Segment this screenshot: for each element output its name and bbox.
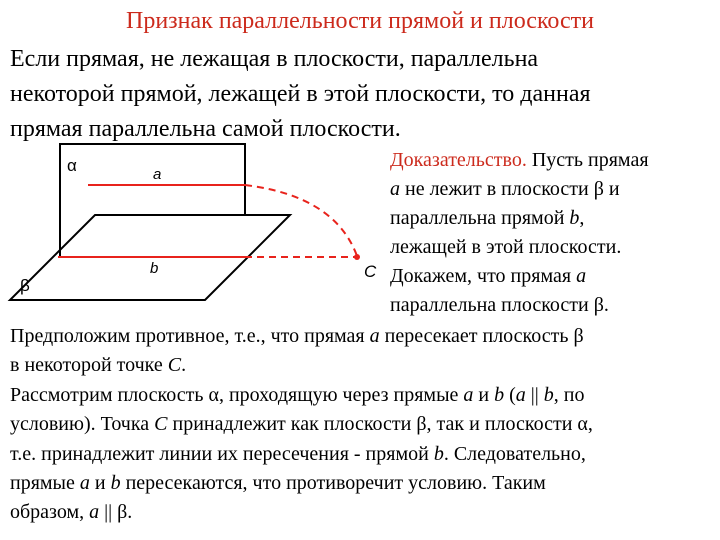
var-b: b bbox=[543, 383, 554, 406]
var-b: b bbox=[569, 207, 580, 229]
proof-line-4: лежащей в этой плоскости. bbox=[390, 236, 622, 258]
body-line-1 bbox=[10, 322, 718, 351]
var-a: a bbox=[89, 501, 100, 524]
body-line-6-and: и bbox=[89, 472, 111, 495]
proof-line-5 bbox=[390, 262, 718, 291]
body-line-4-text: условию). Точка bbox=[10, 413, 155, 436]
body-line-7 bbox=[10, 498, 718, 527]
body-line-5 bbox=[10, 440, 718, 469]
body-line-2 bbox=[10, 351, 718, 380]
label-b: b bbox=[150, 260, 159, 277]
theorem-line-3: прямая параллельна самой плоскости. bbox=[10, 116, 401, 142]
var-b: b bbox=[494, 383, 505, 406]
var-a: a bbox=[463, 383, 474, 406]
var-a: a bbox=[515, 383, 526, 406]
label-beta: β bbox=[20, 276, 30, 295]
proof-line-3-end: , bbox=[579, 207, 585, 229]
proof-heading: Доказательство. bbox=[390, 149, 527, 171]
var-a: a bbox=[576, 265, 587, 287]
proof-line-2-text: не лежит в плоскости β и bbox=[400, 178, 620, 200]
var-a: a bbox=[79, 472, 90, 495]
body-line-3 bbox=[10, 381, 718, 410]
body-line-6-text: прямые bbox=[10, 472, 80, 495]
proof-line-3-text: параллельна прямой bbox=[390, 207, 570, 229]
body-line-6-end: пересекаются, что противоречит условию. Таким bbox=[120, 472, 546, 495]
geometry-figure bbox=[0, 138, 385, 308]
parallel-sign: || bbox=[525, 383, 544, 406]
var-b: b bbox=[433, 442, 444, 465]
body-line-2-end: . bbox=[181, 354, 187, 377]
var-a: a bbox=[369, 325, 380, 347]
body-line-4 bbox=[10, 410, 718, 439]
theorem-line-1: Если прямая, не лежащая в плоскости, параллельна bbox=[10, 46, 539, 72]
proof-line-1-text: Пусть прямая bbox=[526, 149, 649, 171]
body-line-4-end: принадлежит как плоскости β, так и плоскости α, bbox=[167, 413, 593, 436]
label-a: a bbox=[153, 166, 162, 183]
proof-body bbox=[10, 322, 718, 528]
body-line-5-end: . Следовательно, bbox=[443, 442, 586, 465]
var-a: a bbox=[390, 178, 400, 200]
theorem-statement bbox=[10, 42, 715, 147]
plane-alpha-outline bbox=[60, 144, 245, 258]
proof-intro bbox=[390, 146, 718, 320]
body-line-6 bbox=[10, 469, 718, 498]
point-c bbox=[354, 254, 360, 260]
body-line-3-text: Рассмотрим плоскость α, проходящую через прямые bbox=[10, 383, 464, 406]
proof-line-3 bbox=[390, 204, 718, 233]
var-c: C bbox=[154, 413, 168, 436]
body-line-3-paren: ( bbox=[504, 383, 516, 406]
var-c: C bbox=[167, 354, 182, 377]
label-alpha: α bbox=[67, 156, 77, 175]
body-line-3-and: и bbox=[473, 383, 495, 406]
body-line-7-text: образом, bbox=[10, 501, 90, 524]
body-line-1-end: пересекает плоскость β bbox=[379, 325, 584, 347]
proof-line-2 bbox=[390, 175, 718, 204]
var-b: b bbox=[110, 472, 121, 495]
body-line-5-text: т.е. принадлежит линии их пересечения - прямой bbox=[10, 442, 434, 465]
body-line-1-text: Предположим противное, т.е., что прямая bbox=[10, 325, 370, 347]
page-title: Признак параллельности прямой и плоскости bbox=[126, 8, 594, 34]
proof-line-6: параллельна плоскости β. bbox=[390, 294, 609, 316]
theorem-line-2: некоторой прямой, лежащей в этой плоскости, то данная bbox=[10, 81, 591, 107]
label-c: C bbox=[364, 262, 377, 281]
body-line-3-end: , по bbox=[553, 383, 585, 406]
proof-line-5-text: Докажем, что прямая bbox=[390, 265, 577, 287]
body-line-7-end: || β. bbox=[99, 501, 133, 524]
proof-line-1 bbox=[390, 146, 718, 175]
line-a-dashed-extension bbox=[245, 185, 357, 256]
body-line-2-text: в некоторой точке bbox=[10, 354, 168, 377]
